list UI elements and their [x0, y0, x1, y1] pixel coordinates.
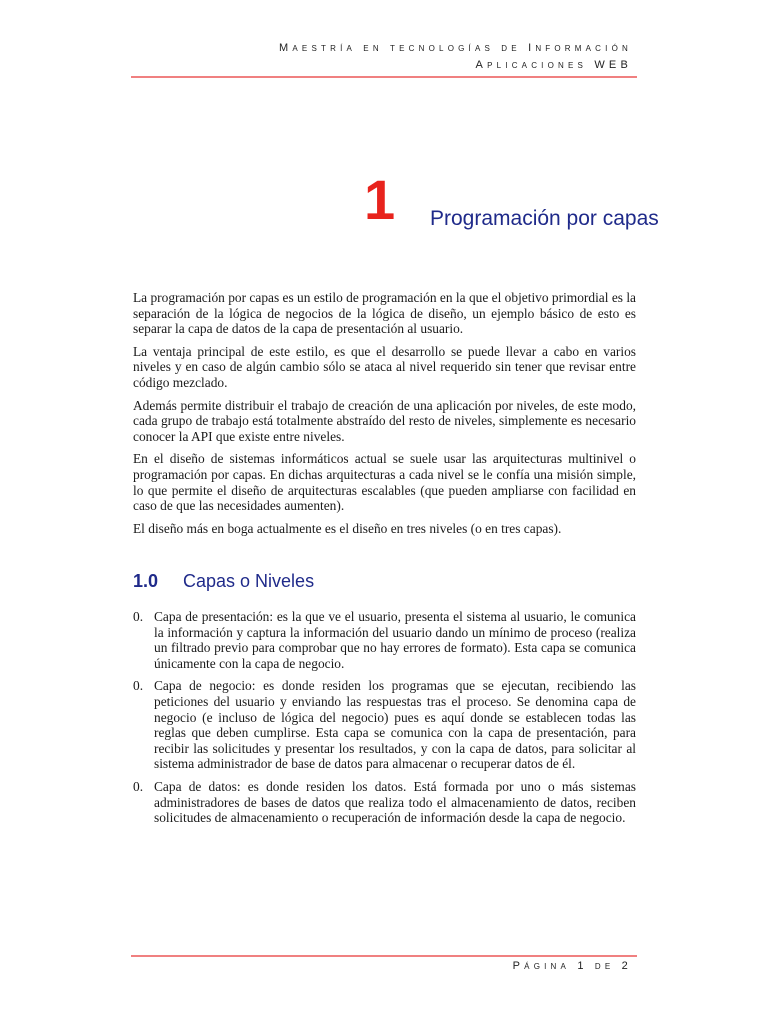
paragraph: El diseño más en boga actualmente es el diseño en tres niveles (o en tres capas).	[133, 520, 562, 536]
page-header	[279, 40, 632, 74]
list-item	[133, 779, 636, 826]
list-marker: 0.	[133, 678, 144, 694]
list-marker: 0.	[133, 609, 144, 624]
header-subject: Aplicaciones WEB	[475, 59, 632, 71]
header-course-title: Maestría en tecnologías de Información	[279, 42, 632, 54]
header-rule	[131, 76, 637, 78]
section-title: Capas o Niveles	[183, 571, 315, 591]
paragraph: En el diseño de sistemas informáticos actual se suele usar las arquitecturas multinivel o programación por capas. En dichas arquitecturas a cada nivel se le confía una misión simple, lo que permite el diseño de arquitecturas escalables (que pueden ampliarse con facilidad en caso de que las necesidades aumenten).	[133, 451, 636, 514]
paragraph: Además permite distribuir el trabajo de creación de una aplicación por niveles, de este modo, cada grupo de trabajo está totalmente abstraído del resto de niveles, simplemente es necesario conocer la API que existe entre niveles.	[133, 397, 636, 444]
list-item	[133, 678, 636, 772]
section-heading	[133, 571, 636, 592]
page-number: Página 1 de 2	[512, 960, 632, 972]
layers-list	[133, 609, 636, 833]
intro-paragraphs	[133, 290, 636, 543]
chapter-title: Programación por capas	[430, 207, 659, 230]
paragraph: La programación por capas es un estilo de programación en la que el objetivo primordial es la separación de la lógica de negocios de la lógica de diseño, un ejemplo básico de esto es separar la capa de datos de la capa de presentación al usuario.	[133, 290, 636, 337]
section-number: 1.0	[133, 571, 159, 591]
list-marker: 0.	[133, 778, 144, 794]
list-item	[133, 609, 636, 671]
footer-rule	[131, 955, 637, 957]
list-item-text: Capa de negocio: es donde residen los programas que se ejecutan, recibiendo las peticiones del usuario y enviando las respuestas tras el proceso. Se denomina capa de negocio (e incluso de lógica del negocio) pues es aquí donde se establecen todas las reglas que deben cumplirse. Esta capa se comunica con la capa de presentación, para recibir las solicitudes y presentar los resultados, y con la capa de datos, para solicitar al sistema administrador de base de datos para almacenar o recuperar datos de él.	[154, 678, 636, 772]
list-item-text: Capa de datos: es donde residen los datos. Está formada por uno o más sistemas administradores de bases de datos que realiza todo el almacenamiento de datos, reciben solicitudes de almacenamiento o recuperación de información desde la capa de negocio.	[154, 778, 636, 826]
chapter-number: 1	[364, 168, 396, 231]
list-item-text: Capa de presentación: es la que ve el usuario, presenta el sistema al usuario, le comunica la información y captura la información del usuario dando un mínimo de proceso (realiza un filtrado previo para comprobar que no hay errores de formato). Esta capa se comunica únicamente con la capa de negocio.	[154, 609, 636, 671]
paragraph: La ventaja principal de este estilo, es que el desarrollo se puede llevar a cabo en varios niveles y en caso de algún cambio sólo se ataca al nivel requerido sin tener que revisar entre código mezclado.	[133, 343, 636, 390]
